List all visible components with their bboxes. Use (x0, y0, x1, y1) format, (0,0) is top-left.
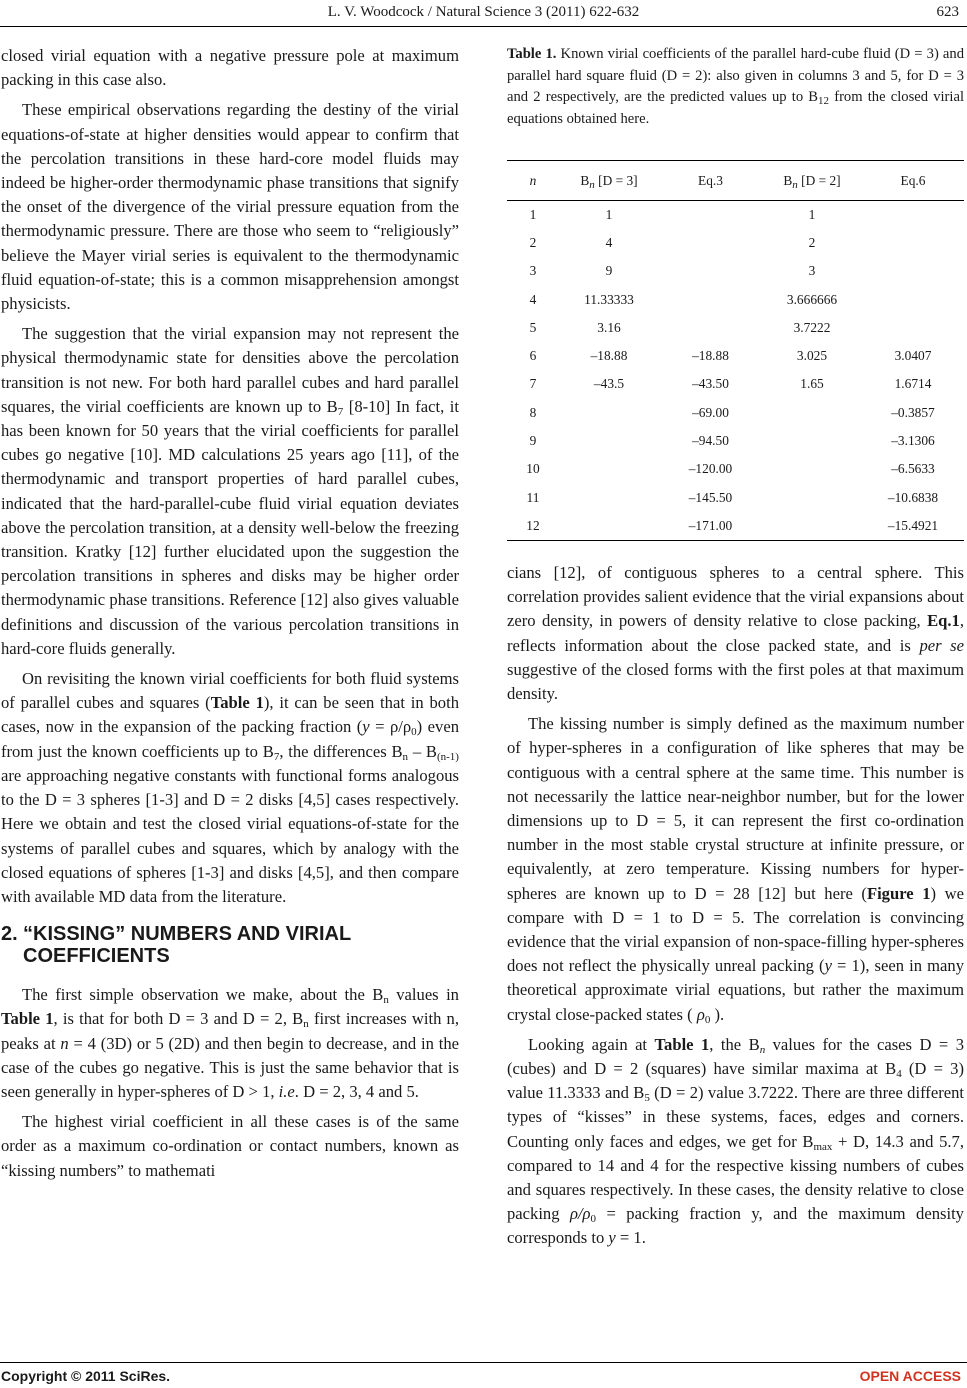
table-reference[interactable]: Table 1 (1, 1009, 54, 1029)
table-row: 10 –120.00 –6.5633 (526, 461, 935, 477)
page-number: 623 (936, 4, 959, 20)
col-header-bn-d2: $B_n$ [D = 2] (783, 172, 841, 191)
paragraph: The first simple observation we make, about the $B_n$ values in Table 1, is that for both D = 3 and D = 2, $B_n$ first increases with n, peaks at n = 4 (3D) or 5 (2D) and then begin to decrease, and in the case of the cubes go negative. This is just the same behavior that is seen generally in hyper-spheres of D > 1, i.e. D = 2, 3, 4 and 5. (1, 985, 459, 1101)
paragraph: The suggestion that the virial expansion may not represent the physical thermodynamic state for densities above the percolation transition is not new. For both hard parallel cubes and hard parallel squares, the virial coefficients are known up to $B_7$ [8-10] In fact, it has been known for 50 years that the virial coefficients for parallel cubes go negative [10]. MD calculations 25 years ago [11], of the thermodynamic and transport properties of hard parallel cubes, indicated that the hard-parallel-cube fluid virial equation deviates above the percolation transition, at a density well-below the freezing transition. Kratky [12] further elucidated upon the suggestion the percolation transitions in spheres and disks may be higher order thermodynamic phase transitions. Reference [12] also gives valuable definitions and discussion of the various percolation transitions in hard-core fluids generally. (1, 324, 460, 658)
table-row: 12 –171.00 –15.4921 (507, 512, 964, 540)
table-row: 6 –18.88 –18.88 3.025 3.0407 (529, 348, 932, 364)
right-column (507, 561, 964, 1257)
equation-reference[interactable]: Eq.1 (927, 611, 960, 631)
open-access-label[interactable]: OPEN ACCESS (859, 1368, 961, 1384)
table-row: 4 11.33333 3.666666 (529, 291, 838, 307)
paragraph: The kissing number is simply defined as the maximum number of hyper-spheres in a configuration of like spheres that may be contiguous with a central sphere at the same time. This number is not necessarily the lattice near-neighbor number, but for the lower dimensions up to D = 5, it can represent the first co-ordination number in the most stable crystal structure at infinite pressure, or equivalently, at zero temperature. Kissing numbers for hyper-spheres are known up to D = 28 [12] but here (Figure 1) we compare with D = 1 to D = 5. The correlation is convincing evidence that the virial expansion of non-space-filling hyper-spheres does not reflect the physically unreal packing (y = 1), seen in many theoretical approximate virial equations, but rather the maximum crystal close-packed states ( $\rho_0$ ). (507, 714, 964, 1026)
table-caption: Table 1. Known virial coefficients of the parallel hard-cube fluid (D = 3) and parallel hard square fluid (D = 2): also given in columns 3 and 5, for D = 3 and 2 respectively, are the predicted values up to $B_{12}$ from the closed virial equations obtained here. (507, 46, 964, 127)
table-reference[interactable]: Table 1 (654, 1034, 710, 1054)
paragraph: These empirical observations regarding the destiny of the virial equations-of-state at higher densities would appear to confirm that the percolation transitions in these hard-core model fluids may indeed be higher-order thermodynamic phase transitions that signify the onset of the divergence of the virial pressure equation from the thermodynamic pressure. There are those who seem to “religiously” believe the Mayer virial series is equivalent to the thermodynamic fluid equation-of-state; this is a common misapprehension amongst physicists. (1, 100, 459, 314)
table-row: 1 1 1 (529, 206, 816, 222)
table-row: 3 9 3 (529, 263, 816, 279)
copyright-notice: Copyright © 2011 SciRes. (1, 1368, 171, 1384)
col-header-n: n (529, 172, 537, 188)
col-header-bn-d3: $B_n$ [D = 3] (580, 172, 638, 191)
paragraph: closed virial equation with a negative pressure pole at maximum packing in this case also. (1, 46, 459, 90)
paragraph: The highest virial coefficient in all these cases is of the same order as a maximum co-ordination or contact numbers, known as “kissing numbers” to mathemati (1, 1112, 459, 1180)
col-header-eq3: Eq.3 (698, 172, 723, 188)
running-title: L. V. Woodcock / Natural Science 3 (2011) 622-632 (327, 4, 640, 20)
footer-rule (0, 1362, 967, 1363)
table-row: 9 –94.50 –3.1306 (529, 433, 935, 449)
paragraph: cians [12], of contiguous spheres to a central sphere. This correlation provides salient evidence that the virial expansions about zero density, in powers of density relative to close packing, Eq.1, reflects information about the close packed state, and is per se suggestive of the closed forms with the first poles at that maximum density. (507, 563, 965, 704)
virial-coefficient-table (507, 160, 964, 541)
table-row: 5 3.16 3.7222 (529, 319, 831, 335)
table-row: 11 –145.50 –10.6838 (526, 489, 939, 505)
paragraph: On revisiting the known virial coefficients for both fluid systems of parallel cubes and squares (Table 1), it can be seen that in both cases, now in the expansion of the packing fraction $(y = \rho/\rho_0)$ even from just the known coefficients up to $B_7$, the differences $B_n - B_{(n-1)}$ are approaching negative constants with functional forms analogous to the D = 3 spheres [1-3] and D = 2 disks [4,5] cases respectively. Here we obtain and test the closed virial equations-of-state for the systems of parallel cubes and squares, which by analogy with the closed equations of spheres [1-3] and disks [4,5], and then compare with available MD data from the literature. (1, 669, 460, 906)
paragraph: Looking again at Table 1, the $B_n$ values for the cases D = 3 (cubes) and D = 2 (squares) have similar maxima at $B_4$ (D = 3) value 11.3333 and $B_5$ (D = 2) value 3.7222. There are three different types of “kisses” in these systems, faces, edges and corners. Counting only faces and edges, we get for $B_{max} + D$, 14.3 and 5.7, compared to 14 and 4 for the respective kissing numbers of cubes and squares respectively. In these cases, the density relative to close packing $\rho/\rho_0$ = packing fraction y, and the maximum density corresponds to y = 1. (507, 1034, 965, 1248)
table-reference[interactable]: Table 1 (210, 693, 264, 713)
table-row: 8 –69.00 –0.3857 (529, 404, 935, 420)
figure-reference[interactable]: Figure 1 (866, 883, 931, 903)
running-head (0, 4, 967, 24)
section-heading: 2. “KISSING” NUMBERS AND VIRIAL COEFFICIENTS (1, 923, 352, 968)
table-header-row (507, 161, 964, 201)
left-column (1, 44, 459, 1189)
col-header-eq6: Eq.6 (900, 172, 926, 188)
table-row: 7 –43.5 –43.50 1.65 1.6714 (529, 376, 932, 392)
header-rule (0, 26, 967, 27)
table-row: 2 4 2 (529, 234, 816, 250)
